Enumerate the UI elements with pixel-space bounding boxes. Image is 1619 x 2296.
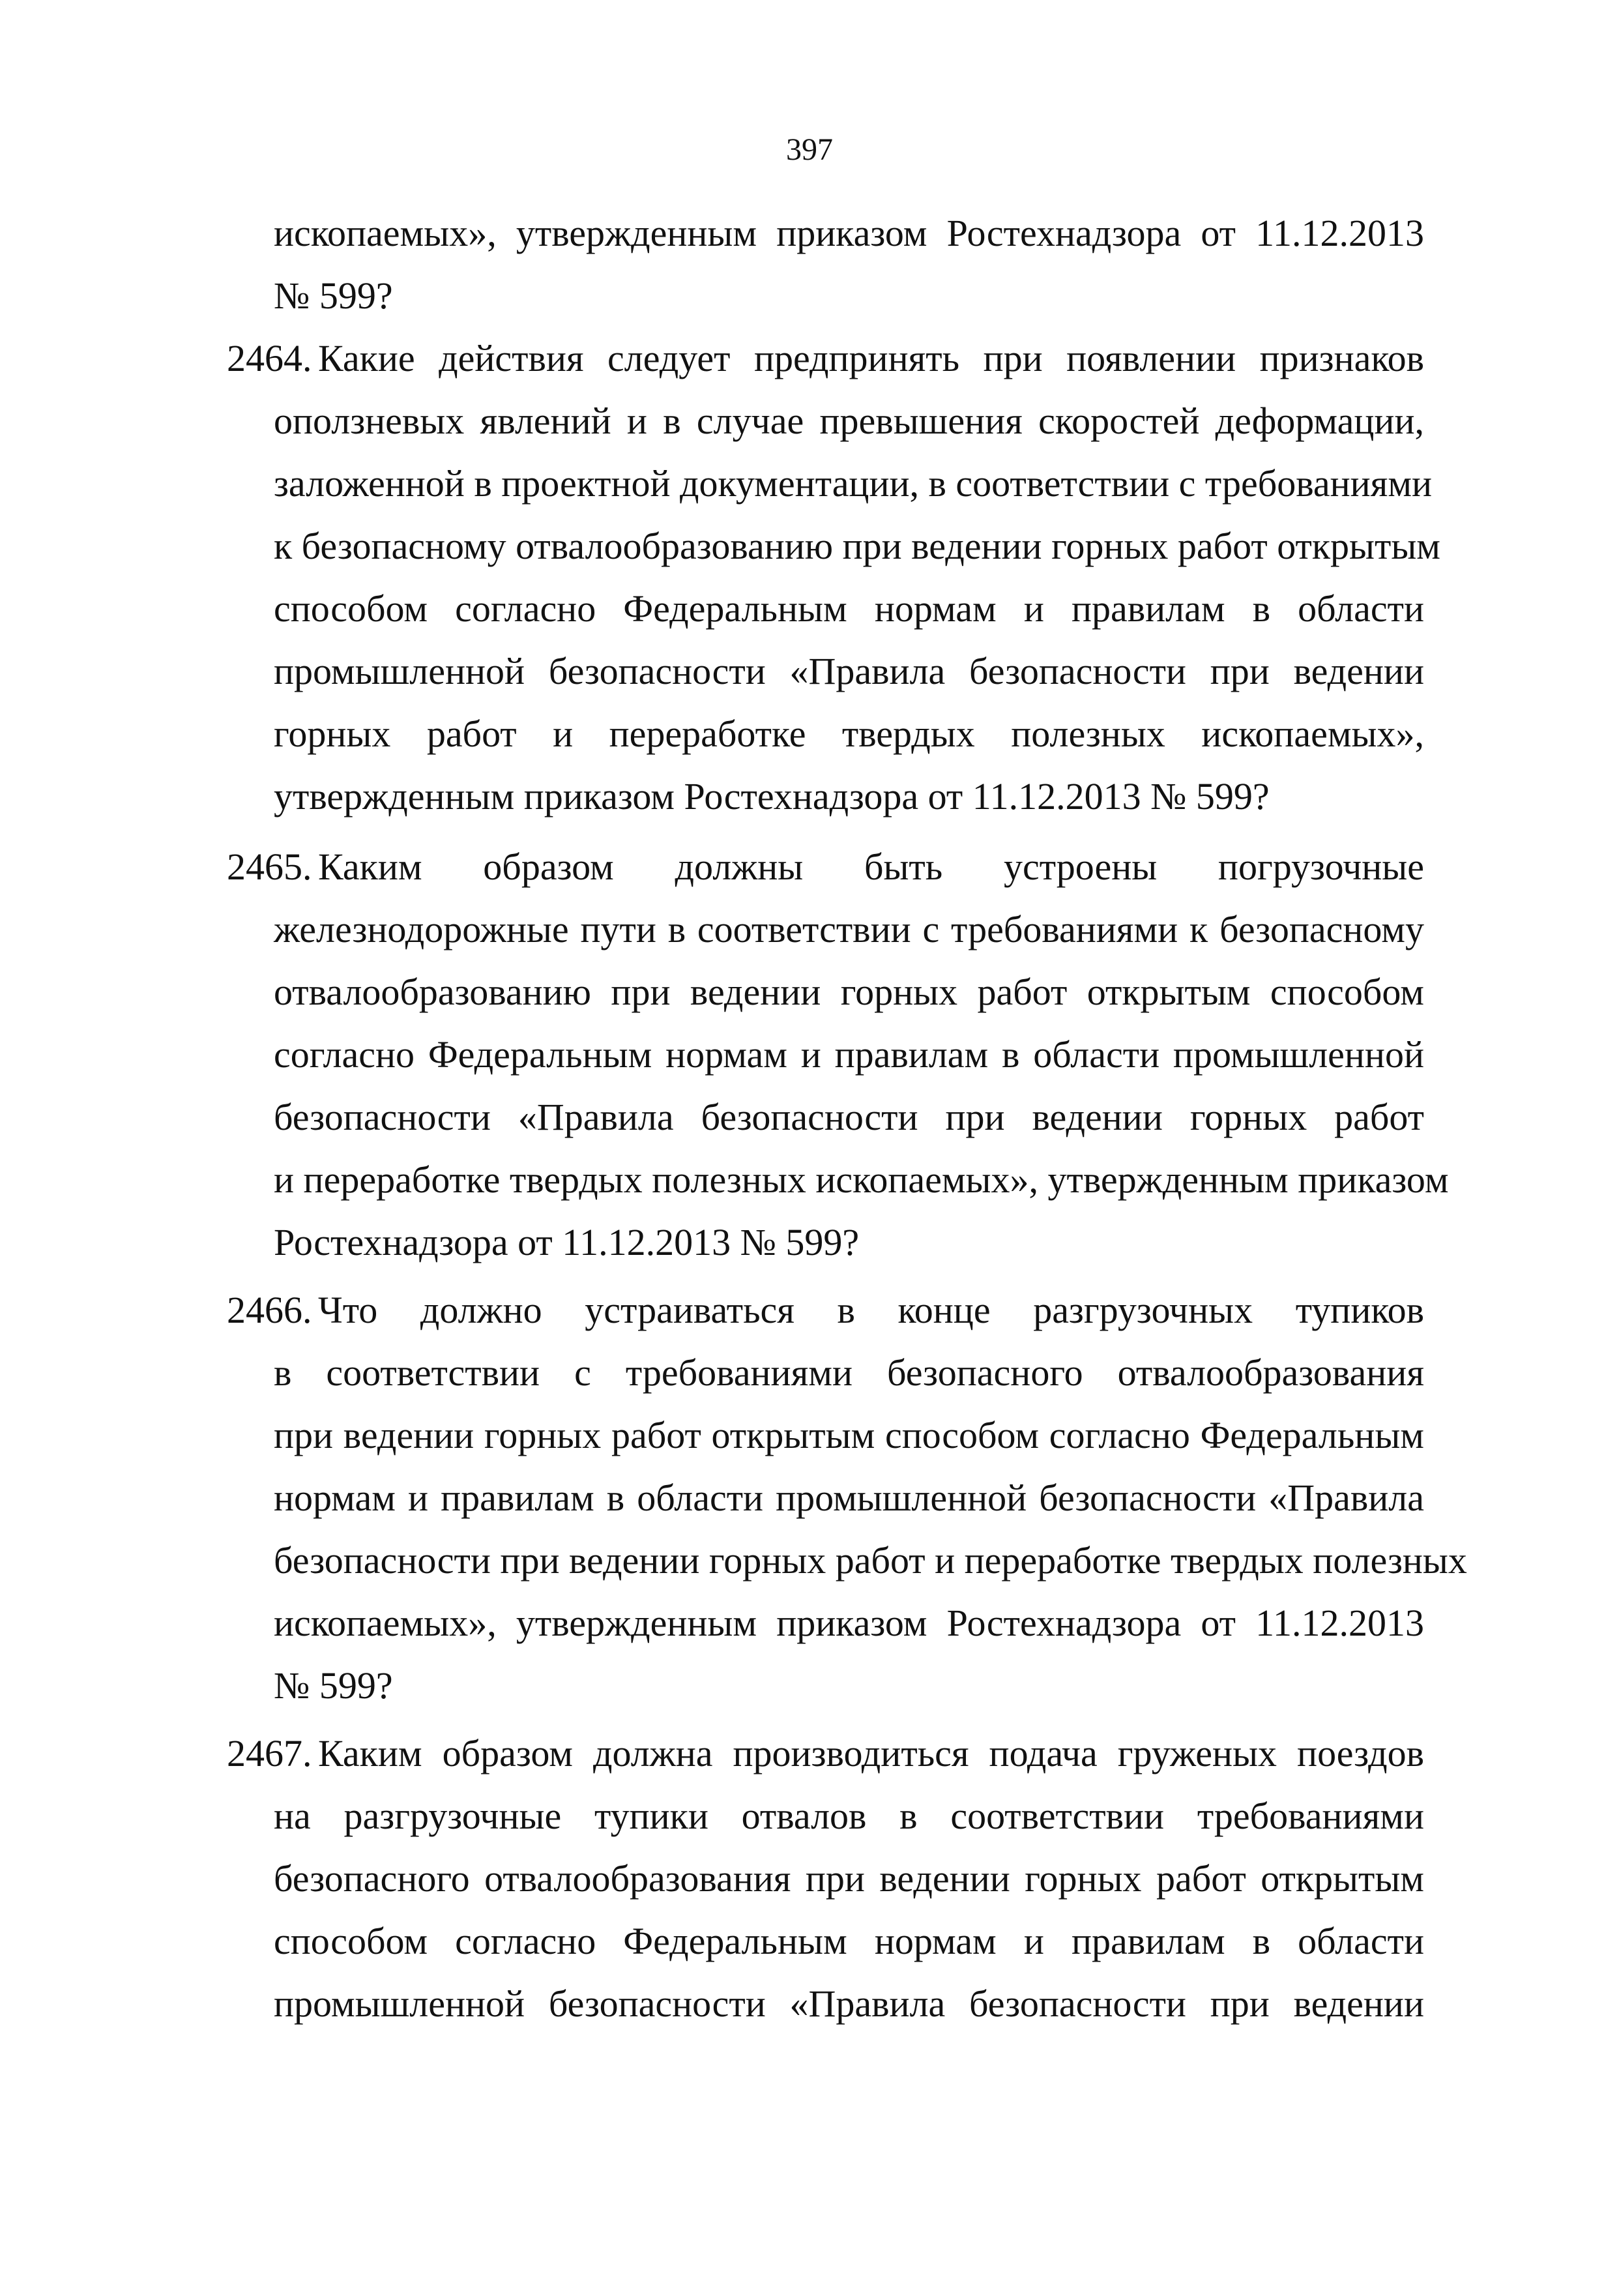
text-line: № 599? [274,274,393,317]
question-text-line: заложенной в проектной документации, в соответствии с требованиями [274,462,1433,505]
question-text-line: согласно Федеральным нормам и правилам в области промышленной [274,1033,1424,1076]
question-text-line: отвалообразованию при ведении горных работ открытым способом [274,971,1424,1013]
question-text-line: ископаемых», утвержденным приказом Ростехнадзора от 11.12.2013 [274,1602,1424,1644]
question-text-line: железнодорожные пути в соответствии с требованиями к безопасному [274,908,1424,950]
question-text-line: в соответствии с требованиями безопасного отвалообразования [274,1351,1424,1394]
question-text-line: промышленной безопасности «Правила безопасности при ведении [274,650,1424,692]
question-number: 2467. [227,1732,312,1774]
question-text-line: к безопасному отвалообразованию при ведении горных работ открытым [274,525,1441,567]
question-text-line: безопасности «Правила безопасности при ведении горных работ [274,1096,1424,1138]
question-text-line: Ростехнадзора от 11.12.2013 № 599? [274,1221,860,1263]
text-line: ископаемых», утвержденным приказом Ростехнадзора от 11.12.2013 [274,212,1424,254]
question-number: 2464. [227,337,312,379]
question-text-line: Каким образом должны быть устроены погрузочные [318,846,1424,888]
question-text-line: утвержденным приказом Ростехнадзора от 11.12.2013 № 599? [274,775,1270,817]
question-text-line: безопасного отвалообразования при ведении горных работ открытым [274,1857,1424,1900]
question-text-line: и переработке твердых полезных ископаемых», утвержденным приказом [274,1158,1449,1201]
question-text-line: Каким образом должна производиться подача груженых поездов [318,1732,1424,1774]
question-text-line: оползневых явлений и в случае превышения скоростей деформации, [274,400,1424,442]
question-text-line: промышленной безопасности «Правила безопасности при ведении [274,1982,1424,2025]
question-number: 2465. [227,846,312,888]
page-number: 397 [786,132,833,167]
question-text-line: № 599? [274,1664,393,1707]
question-text-line: Какие действия следует предпринять при появлении признаков [318,337,1424,379]
question-text-line: нормам и правилам в области промышленной безопасности «Правила [274,1477,1424,1519]
question-text-line: на разгрузочные тупики отвалов в соответствии требованиями [274,1795,1424,1837]
question-number: 2466. [227,1289,312,1331]
question-text-line: горных работ и переработке твердых полезных ископаемых», [274,713,1424,755]
question-text-line: способом согласно Федеральным нормам и правилам в области [274,1920,1424,1962]
question-text-line: безопасности при ведении горных работ и переработке твердых полезных [274,1539,1467,1582]
question-text-line: способом согласно Федеральным нормам и правилам в области [274,587,1424,630]
question-text-line: Что должно устраиваться в конце разгрузочных тупиков [318,1289,1424,1331]
question-text-line: при ведении горных работ открытым способом согласно Федеральным [274,1414,1424,1456]
